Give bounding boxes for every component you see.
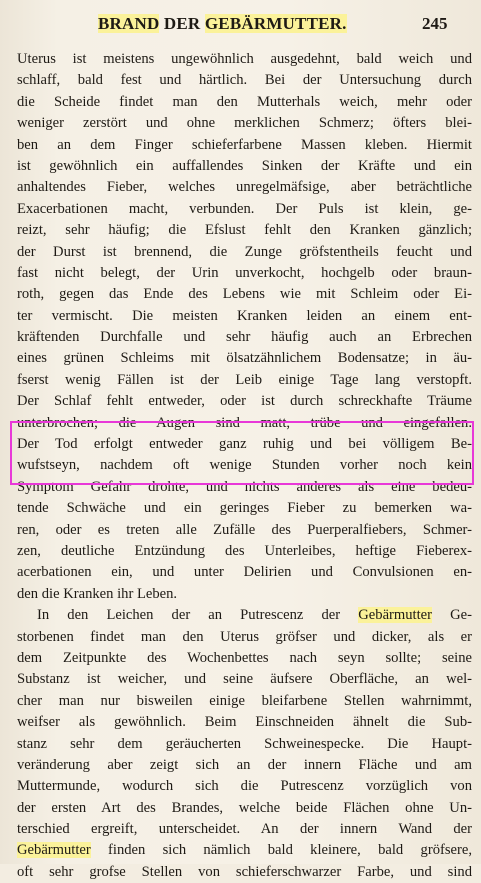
text-line: Muttermunde, wodurch sich die Putrescenz vorzüglich von xyxy=(17,778,472,795)
text-line: stanz sehr dem geräucherten Schweinespecke. Die Haupt- xyxy=(17,735,472,752)
text-line: schlaff, bald fest und härtlich. Bei der Untersuchung durch xyxy=(17,72,472,89)
text-line: eines grünen Schleims mit ölsatzähnlichem Bodensatze; in äu- xyxy=(17,350,472,367)
running-title-word-der: DER xyxy=(159,14,205,33)
paragraph-start-line: In den Leichen der an Putrescenz der Gebärmutter Ge- xyxy=(37,607,472,624)
text-line: Gebärmutter finden sich nämlich bald kleinere, bald gröfsere, xyxy=(17,842,472,859)
text-line: acerbationen ein, und unter Delirien und Convulsionen en- xyxy=(17,564,472,581)
page-header xyxy=(0,14,481,36)
text-line: Substanz ist weicher, und seine äufsere Oberfläche, an wel- xyxy=(17,671,472,688)
text-line: terschied ergreift, unterscheidet. An der innern Wand der xyxy=(17,821,472,838)
body-text xyxy=(17,49,472,883)
text-line: roth, gegen das Ende des Lebens wie mit Schleim oder Ei- xyxy=(17,286,472,303)
text-line: ist gewöhnlich ein auffallendes Sinken der Kräfte und ein xyxy=(17,157,472,174)
text-line: tende Schwäche und ein geringes Fieber zu bemerken wa- xyxy=(17,500,472,517)
text-line: veränderung aber zeigt sich an der innern Fläche und am xyxy=(17,756,472,773)
text-line: der ersten Art des Brandes, welche beide Flächen ohne Un- xyxy=(17,799,472,816)
text-line: kräftenden Durchfalle und sehr häufig auch an Erbrechen xyxy=(17,329,472,346)
text-line: anhaltendes Fieber, welches unregelmäfsige, aber beträchtliche xyxy=(17,179,472,196)
text-line: weniger zerstört und ohne merklichen Schmerz; öfters blei- xyxy=(17,115,472,132)
running-title-word-gebaermutter: GEBÄRMUTTER. xyxy=(204,14,347,33)
text-line: ben an dem Finger schieferfarbene Massen kleben. Hiermit xyxy=(17,136,472,153)
text-line: ren, oder es treten alle Zufälle des Puerperalfiebers, Schmer- xyxy=(17,521,472,538)
page-number: 245 xyxy=(422,14,448,33)
highlighted-word: Gebärmutter xyxy=(17,842,91,859)
running-title-word-brand: BRAND xyxy=(98,14,160,33)
running-title xyxy=(98,14,347,34)
text-line: die Scheide findet man den Mutterhals weich, mehr oder xyxy=(17,93,472,110)
highlighted-word: Gebärmutter xyxy=(358,607,432,624)
text-line: Der Schlaf fehlt entweder, oder ist durch schreckhafte Träume xyxy=(17,393,472,410)
paragraph-end-line: den die Kranken ihr Leben. xyxy=(17,585,178,602)
text-line: reizt, sehr häufig; die Efslust fehlt den Kranken gänzlich; xyxy=(17,222,472,239)
text-line-highlighted: Der Tod erfolgt entweder ganz ruhig und bei völligem Be- xyxy=(17,436,472,453)
text-line-highlighted: wufstseyn, nachdem oft wenige Stunden vorher noch kein xyxy=(17,457,472,474)
text-line: unterbrochen; die Augen sind matt, trübe und eingefallen. xyxy=(17,414,472,431)
text-line: fast nicht belegt, der Urin unverkocht, hochgelb oder braun- xyxy=(17,264,472,281)
text-line: zen, deutliche Entzündung des Unterleibes, heftige Fieberex- xyxy=(17,542,472,559)
text-line: ter vermischt. Die meisten Kranken leiden an einem ent- xyxy=(17,307,472,324)
text-line: dem Zeitpunkte des Wochenbettes nach seyn sollte; seine xyxy=(17,649,472,666)
text-line: oft sehr grofse Stellen von schieferschwarzer Farbe, und sind xyxy=(17,863,472,880)
text-line: cher man nur bisweilen einige bleifarbene Stellen wahrnimmt, xyxy=(17,692,472,709)
text-line: fserst wenig Fällen ist der Leib einige Tage lang verstopft. xyxy=(17,371,472,388)
text-line-highlighted: Symptom Gefahr drohte, und nichts anderes als eine bedeu- xyxy=(17,478,472,495)
text-line: Exacerbationen macht, verbunden. Der Puls ist klein, ge- xyxy=(17,200,472,217)
text-line: weifser als gewöhnlich. Beim Einschneiden ähnelt die Sub- xyxy=(17,714,472,731)
text-line: Uterus ist meistens ungewöhnlich ausgedehnt, bald weich und xyxy=(17,51,472,67)
text-line: der Durst ist brennend, die Zunge gröfstentheils feucht und xyxy=(17,243,472,260)
text-line: storbenen findet man den Uterus gröfser und dicker, als er xyxy=(17,628,472,645)
